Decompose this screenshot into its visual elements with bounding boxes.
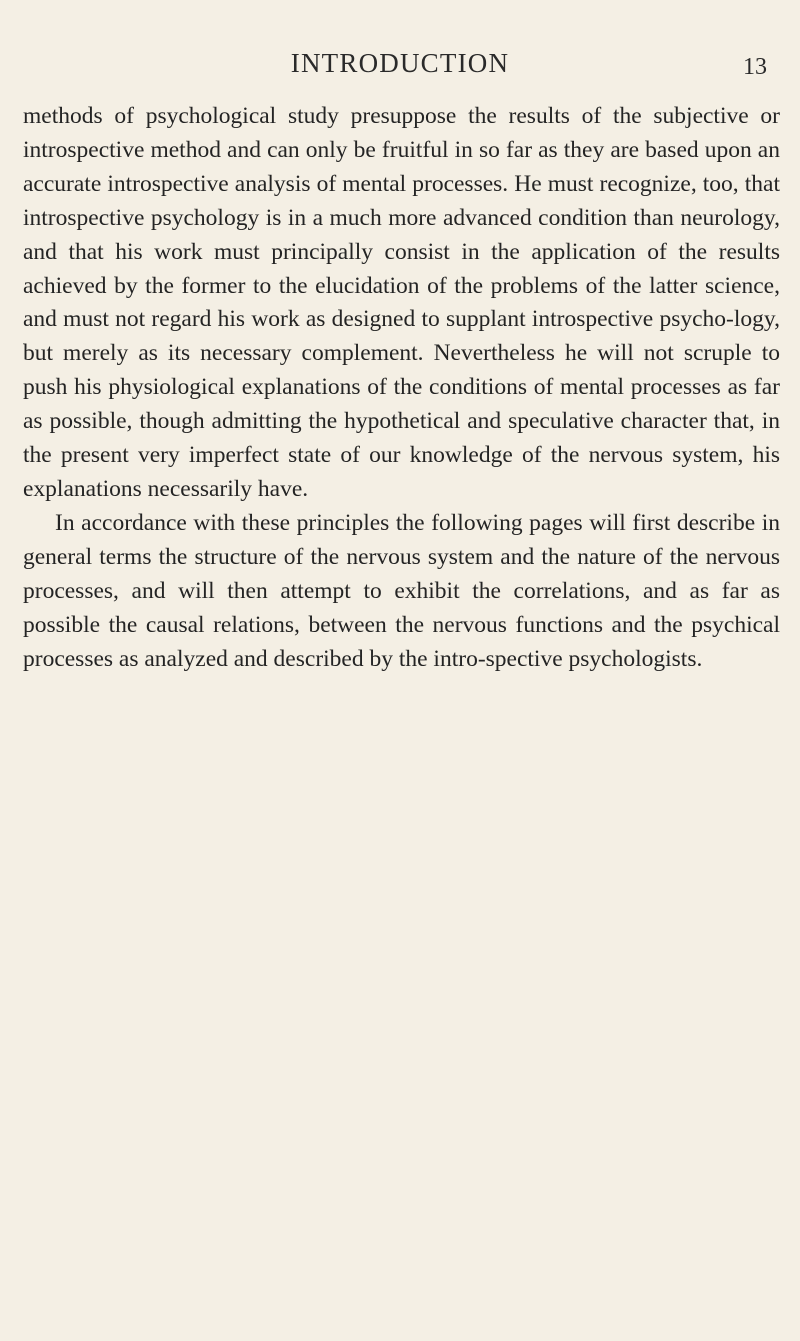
- running-title: INTRODUCTION: [290, 48, 510, 78]
- page-number: 13: [743, 54, 767, 80]
- paragraph: In accordance with these principles the following pages will first describe in general terms the structure of the nervous system and the nature of the nervous processes, and will then attempt to exhibit the correlations, and as far as possible the causal relations, between the nervous functions and the psychical processes as analyzed and described by the intro-spective psychologists.: [23, 509, 780, 672]
- page-header: [0, 40, 800, 80]
- body-text: [23, 100, 780, 676]
- paragraph-continued: methods of psychological study presuppose the results of the subjective or introspective method and can only be fruitful in so far as they are based upon an accurate introspective analysis of mental processes. He must recognize, too, that introspective psychology is in a much more advanced condition than neurology, and that his work must principally consist in the application of the results achieved by the former to the elucidation of the problems of the latter science, and must not regard his work as designed to supplant introspective psycho-logy, but merely as its necessary complement. Nevertheless he will not scruple to push his physiological explanations of the conditions of mental processes as far as possible, though admitting the hypothetical and speculative character that, in the present very imperfect state of our knowledge of the nervous system, his explanations necessarily have.: [23, 103, 780, 502]
